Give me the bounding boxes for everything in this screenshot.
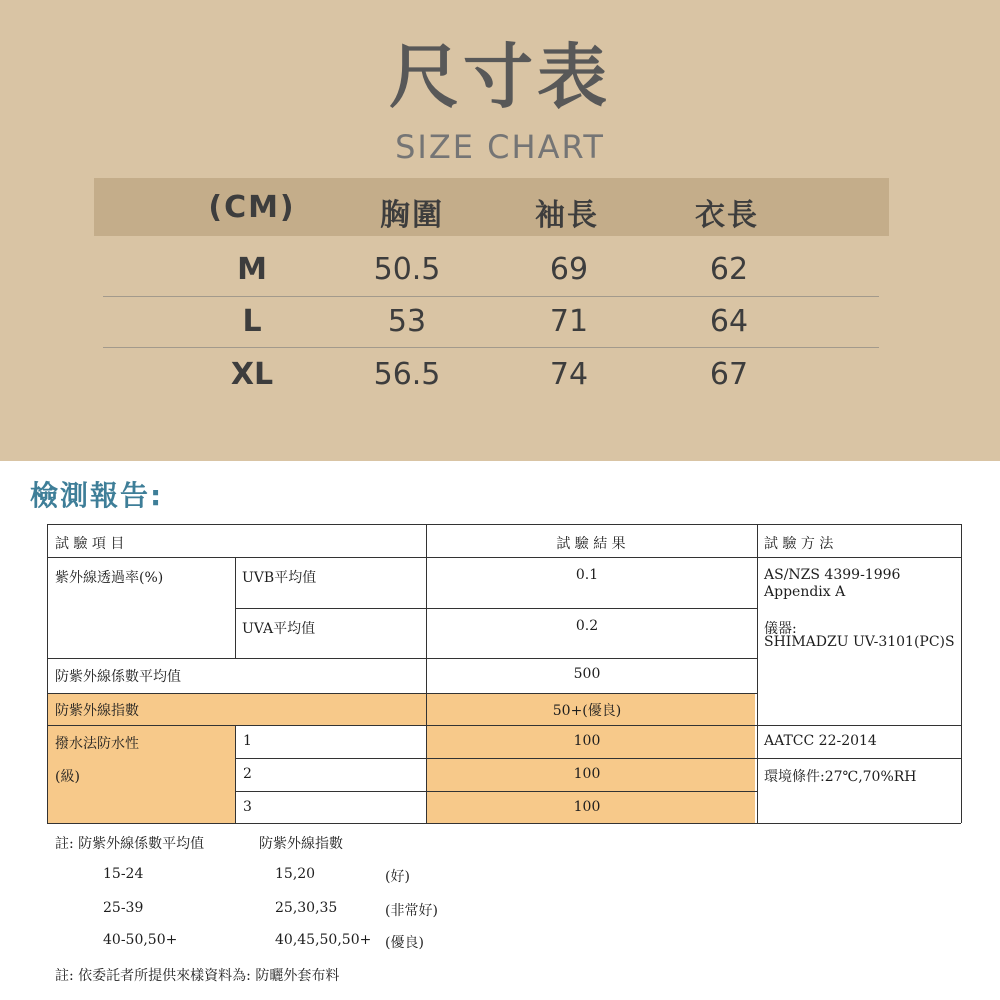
sleeve-value: 71 <box>549 304 589 339</box>
row-divider <box>235 608 757 609</box>
size-chart-title: 尺寸表 <box>389 36 611 118</box>
note-index-2: 25,30,35 <box>275 900 338 916</box>
column-divider <box>235 725 236 823</box>
uv-transmission-label: 紫外線透過率(%) <box>55 570 164 586</box>
size-chart-section <box>0 0 1000 461</box>
chest-value: 50.5 <box>373 252 441 287</box>
method-appendix: Appendix A <box>764 584 846 600</box>
size-label: M <box>237 252 267 287</box>
table-border-right <box>961 524 962 823</box>
upf-average-value: 500 <box>573 666 601 682</box>
chest-value: 56.5 <box>373 357 441 392</box>
row-divider <box>47 725 961 726</box>
header-sleeve: 袖長 <box>535 198 599 233</box>
notes-heading: 註: 防紫外線係數平均值 <box>55 836 205 852</box>
note-range-3: 40-50,50+ <box>103 932 178 948</box>
uvb-value: 0.1 <box>575 567 599 583</box>
table-border-left <box>47 524 48 823</box>
row-divider <box>47 693 757 694</box>
size-label: L <box>242 304 262 339</box>
row-divider <box>103 347 879 348</box>
water-trial-2: 2 <box>243 766 252 782</box>
header-unit: (CM) <box>208 190 296 225</box>
note-grade-3: (優良) <box>385 935 424 951</box>
upf-index-value: 50+(優良) <box>552 703 622 719</box>
uva-value: 0.2 <box>575 618 599 634</box>
notes-footer: 註: 依委託者所提供來樣資料為: 防曬外套布料 <box>55 968 340 984</box>
note-range-1: 15-24 <box>103 866 144 882</box>
note-range-2: 25-39 <box>103 900 144 916</box>
header-test-item: 試 驗 項 目 <box>55 536 125 552</box>
note-index-1: 15,20 <box>275 866 316 882</box>
method-instrument-label: 儀器: <box>764 621 797 637</box>
header-length: 衣長 <box>695 198 759 233</box>
chest-value: 53 <box>387 304 427 339</box>
note-grade-2: (非常好) <box>385 903 438 919</box>
upf-average-label: 防紫外線係數平均值 <box>55 669 181 685</box>
method-instrument: SHIMADZU UV-3101(PC)S <box>764 634 955 650</box>
length-value: 62 <box>709 252 749 287</box>
header-test-result: 試 驗 結 果 <box>556 536 626 552</box>
size-chart-subtitle: SIZE CHART <box>395 128 605 166</box>
water-conditions: 環境條件:27℃,70%RH <box>764 769 917 785</box>
table-border-bottom <box>47 823 961 824</box>
uvb-label: UVB平均值 <box>242 570 317 586</box>
uva-label: UVA平均值 <box>242 621 316 637</box>
report-title: 檢測報告: <box>30 479 164 512</box>
row-divider <box>235 791 757 792</box>
notes-heading-index: 防紫外線指數 <box>259 836 343 852</box>
length-value: 64 <box>709 304 749 339</box>
water-method: AATCC 22-2014 <box>764 733 877 749</box>
upf-index-highlight <box>47 693 755 725</box>
water-trial-1: 1 <box>243 733 252 749</box>
column-divider <box>426 524 427 823</box>
sleeve-value: 69 <box>549 252 589 287</box>
row-divider <box>235 758 961 759</box>
water-label: 撥水法防水性 <box>55 736 139 752</box>
table-border-top <box>47 524 961 525</box>
method-standard: AS/NZS 4399-1996 <box>764 567 901 583</box>
water-unit: (級) <box>55 769 80 785</box>
water-value-1: 100 <box>573 733 601 749</box>
length-value: 67 <box>709 357 749 392</box>
header-test-method: 試 驗 方 法 <box>764 536 834 552</box>
table-border <box>47 557 961 558</box>
note-index-3: 40,45,50,50+ <box>275 932 372 948</box>
water-value-2: 100 <box>573 766 601 782</box>
row-divider <box>103 296 879 297</box>
size-label: XL <box>230 357 274 392</box>
sleeve-value: 74 <box>549 357 589 392</box>
report-table-panel <box>27 518 982 992</box>
header-chest: 胸圍 <box>380 198 444 233</box>
note-grade-1: (好) <box>385 869 410 885</box>
water-trial-3: 3 <box>243 799 252 815</box>
water-value-3: 100 <box>573 799 601 815</box>
row-divider <box>47 658 757 659</box>
upf-index-label: 防紫外線指數 <box>55 703 139 719</box>
column-divider <box>757 524 758 823</box>
